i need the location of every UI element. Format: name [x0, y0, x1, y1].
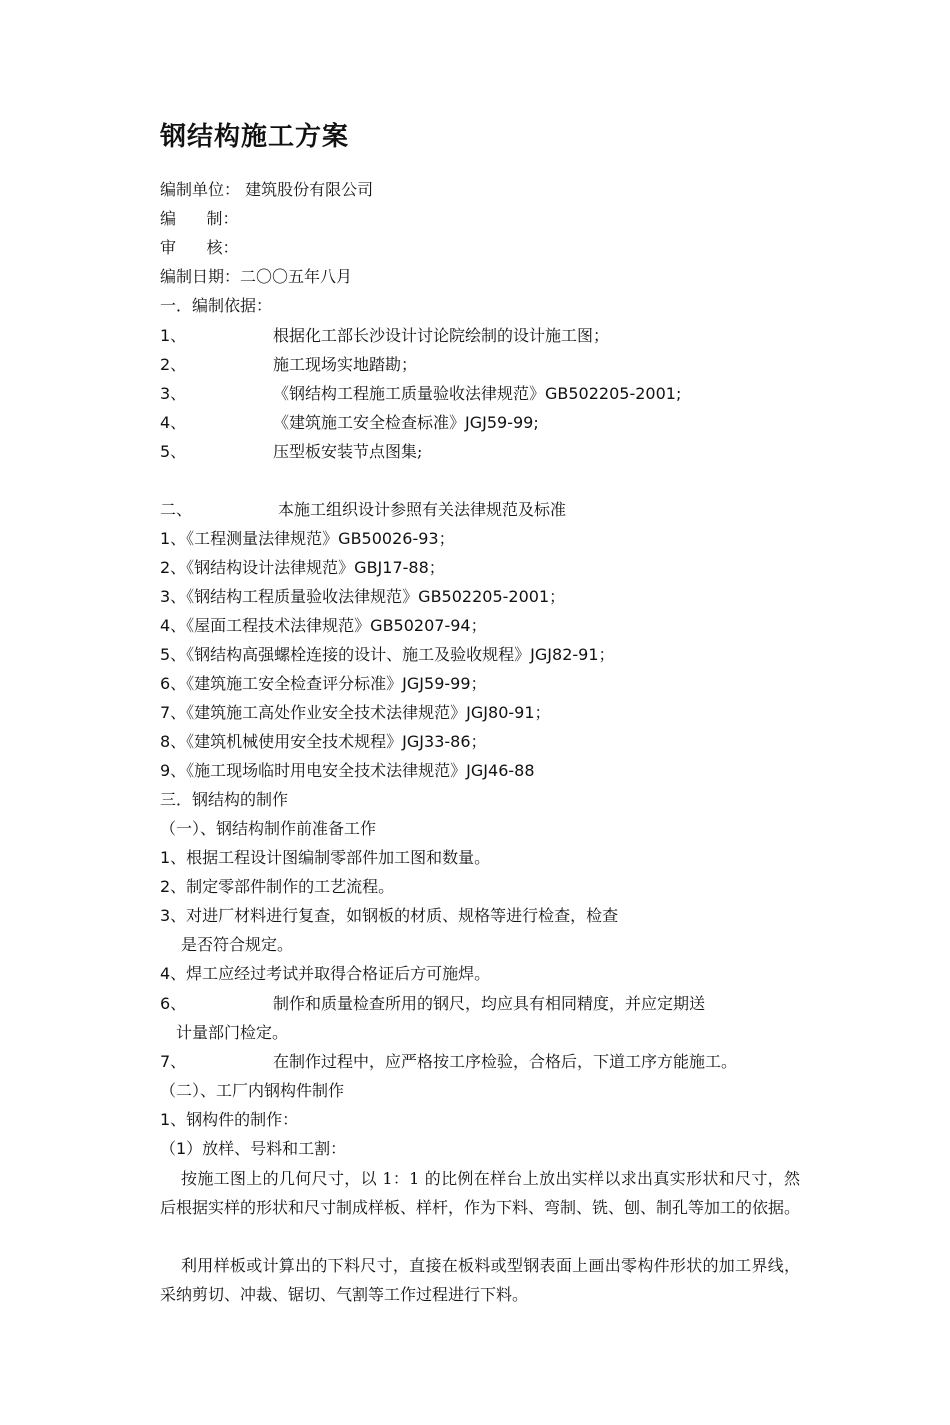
- list-number: 4、: [160, 413, 187, 432]
- list-number: 2、: [160, 355, 187, 374]
- list-item: 6、《建筑施工安全检查评分标准》JGJ59-99；: [160, 674, 487, 693]
- section1-heading: 一．编制依据：: [160, 296, 273, 315]
- meta-unit: 编制单位： 建筑股份有限公司: [160, 180, 374, 199]
- list-item: （1）放样、号料和工割：: [160, 1139, 347, 1158]
- section2-number: 二、: [160, 500, 193, 519]
- list-item: 5、《钢结构高强螺栓连接的设计、施工及验收规程》JGJ82-91；: [160, 645, 615, 664]
- section2-heading: [160, 499, 566, 521]
- list-item: 7、《建筑施工高处作业安全技术法律规范》JGJ80-91；: [160, 703, 551, 722]
- list-item: [160, 1051, 737, 1073]
- list-number: 1、: [160, 326, 187, 345]
- body-paragraph: 按施工图上的几何尺寸，以 1：1 的比例在样台上放出实样以求出真实形状和尺寸，然后根据实样的形状和尺寸制成样板、样杆，作为下料、弯制、铣、刨、制孔等加工的依据。: [160, 1169, 801, 1217]
- section3-heading: 三．钢结构的制作: [160, 790, 289, 809]
- list-text: 《钢结构工程施工质量验收法律规范》GB502205-2001;: [273, 384, 682, 403]
- list-item: 1、《工程测量法律规范》GB50026-93；: [160, 529, 455, 548]
- list-number: 7、: [160, 1052, 187, 1071]
- meta-reviewer: 审 核：: [160, 238, 239, 257]
- body-paragraph: 利用样板或计算出的下料尺寸，直接在板料或型钢表面上画出零构件形状的加工界线，采纳剪切、冲裁、锯切、气割等工作过程进行下料。: [160, 1256, 800, 1304]
- meta-compiler: 编 制：: [160, 209, 239, 228]
- list-item-continuation: 计量部门检定。: [176, 1023, 289, 1042]
- list-item: [160, 383, 681, 405]
- list-item: [160, 993, 705, 1015]
- list-text: 在制作过程中，应严格按工序检验，合格后，下道工序方能施工。: [273, 1052, 738, 1071]
- list-item: [160, 412, 539, 434]
- list-number: 5、: [160, 442, 187, 461]
- list-item: [160, 441, 422, 463]
- list-item: 4、《屋面工程技术法律规范》GB50207-94；: [160, 616, 487, 635]
- section2-title: 本施工组织设计参照有关法律规范及标准: [278, 500, 567, 519]
- list-text: 制作和质量检查所用的钢尺，均应具有相同精度，并应定期送: [273, 994, 706, 1013]
- list-text: 《建筑施工安全检查标准》JGJ59-99;: [273, 413, 539, 432]
- list-item: 3、对进厂材料进行复查，如钢板的材质、规格等进行检查，检查: [160, 906, 619, 925]
- list-item: 4、焊工应经过考试并取得合格证后方可施焊。: [160, 964, 491, 983]
- list-item: 2、《钢结构设计法律规范》GBJ17-88；: [160, 558, 445, 577]
- list-item: [160, 325, 609, 347]
- document-title: 钢结构施工方案: [160, 122, 350, 152]
- list-text: 施工现场实地踏勘；: [273, 355, 418, 374]
- list-item-continuation: 是否符合规定。: [181, 935, 294, 954]
- list-item: 9、《施工现场临时用电安全技术法律规范》JGJ46-88: [160, 761, 535, 780]
- list-item: [160, 354, 417, 376]
- list-number: 3、: [160, 384, 187, 403]
- meta-date: 编制日期：二〇〇五年八月: [160, 267, 353, 286]
- list-item: 2、制定零部件制作的工艺流程。: [160, 877, 395, 896]
- list-number: 6、: [160, 994, 187, 1013]
- list-text: 压型板安装节点图集;: [273, 442, 423, 461]
- list-text: 根据化工部长沙设计讨论院绘制的设计施工图；: [273, 326, 610, 345]
- subsection-heading: （一）、钢结构制作前准备工作: [160, 819, 377, 838]
- list-item: 8、《建筑机械使用安全技术规程》JGJ33-86；: [160, 732, 487, 751]
- list-item: 1、根据工程设计图编制零部件加工图和数量。: [160, 848, 491, 867]
- list-item: 3、《钢结构工程质量验收法律规范》GB502205-2001；: [160, 587, 566, 606]
- subsection-heading: （二）、工厂内钢构件制作: [160, 1081, 345, 1100]
- list-item: 1、钢构件的制作：: [160, 1110, 299, 1129]
